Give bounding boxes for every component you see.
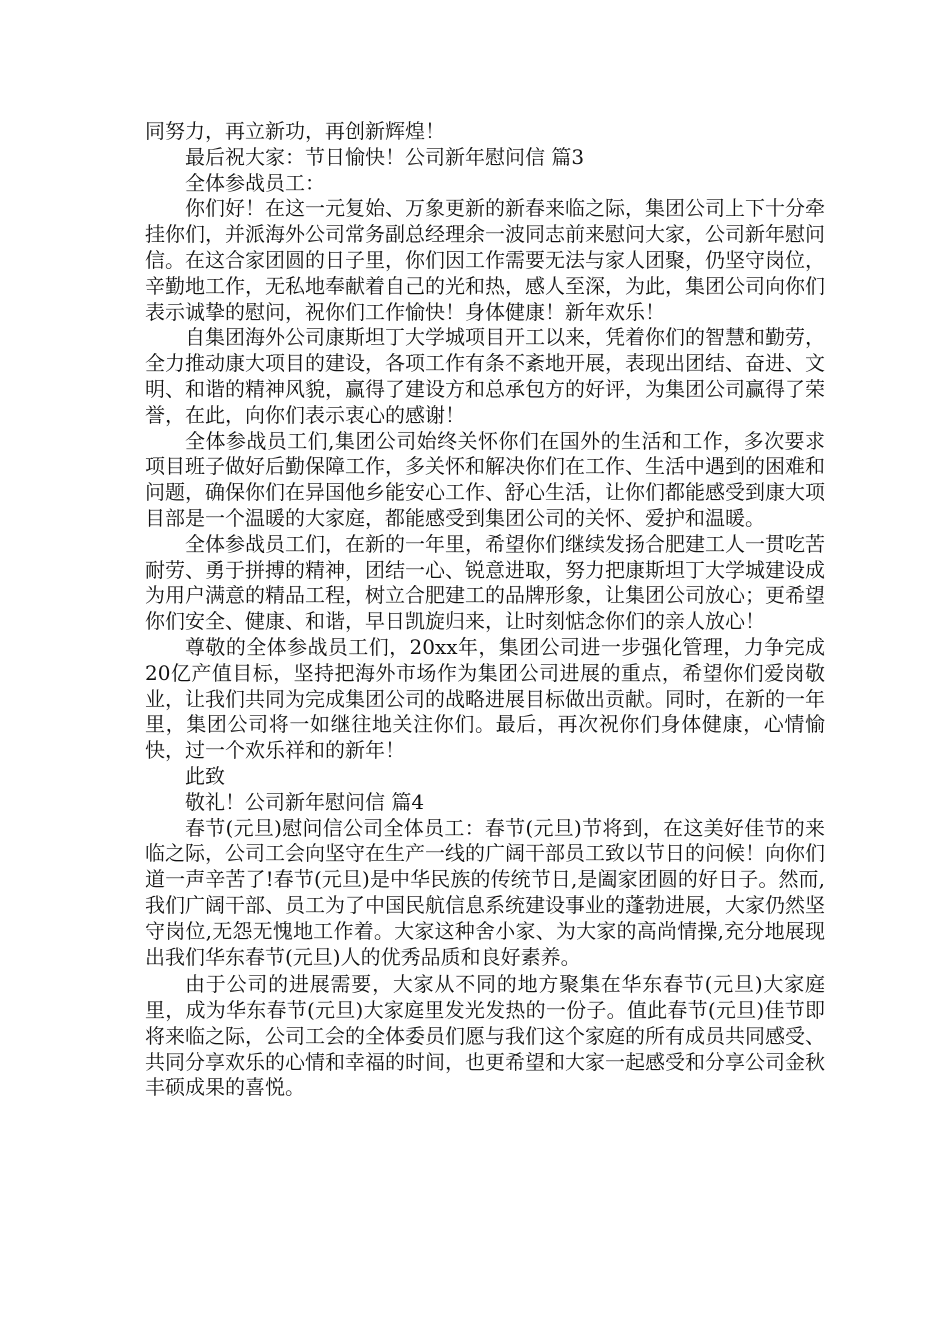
paragraph-care: 全体参战员工们,集团公司始终关怀你们在国外的生活和工作，多次要求项目班子做好后勤保障工作，多关怀和解决你们在工作、生活中遇到的困难和问题，确保你们在异国他乡能安心工作、舒心生活，让你们都能感受到康大项目部是一个温暖的大家庭，都能感受到集团公司的关怀、爱护和温暖。: [145, 428, 825, 530]
paragraph-new-year-hope: 全体参战员工们，在新的一年里，希望你们继续发扬合肥建工人一贯吃苦耐劳、勇于拼搏的精神，团结一心、锐意进取，努力把康斯坦丁大学城建设成为用户满意的精品工程，树立合肥建工的品牌形象，让集团公司放心；更希望你们安全、健康、和谐，早日凯旋归来，让时刻惦念你们的亲人放心！: [145, 531, 825, 634]
paragraph-salutation: 全体参战员工：: [185, 170, 325, 195]
paragraph-cizhi: 此致: [185, 763, 225, 788]
paragraph-closing-line: 同努力，再立新功，再创新辉煌！: [145, 119, 445, 143]
paragraph-goals: 尊敬的全体参战员工们，20xx年，集团公司进一步强化管理，力争完成20亿产值目标，坚持把海外市场作为集团公司进展的重点，希望你们爱岗敬业，让我们共同为完成集团公司的战略进展目标做出贡献。同时，在新的一年里，集团公司将一如继往地关注你们。最后，再次祝你们身体健康，心情愉快，过一个欢乐祥和的新年！: [145, 634, 825, 763]
paragraph-heading-letter-4: 敬礼！公司新年慰问信 篇4: [185, 789, 425, 814]
paragraph-greeting: 你们好！在这一元复始、万象更新的新春来临之际，集团公司上下十分牵挂你们，并派海外公司常务副总经理余一波同志前来慰问大家，公司新年慰问信。在这合家团圆的日子里，你们因工作需要无法与家人团聚，仍坚守岗位，辛勤地工作，无私地奉献着自己的光和热，感人至深，为此，集团公司向你们表示诚挚的慰问，祝你们工作愉快！身体健康！新年欢乐！: [145, 196, 825, 324]
paragraph-company-family: 由于公司的进展需要，大家从不同的地方聚集在华东春节(元旦)大家庭里，成为华东春节(元旦)大家庭里发光发热的一份子。值此春节(元旦)佳节即将来临之际，公司工会的全体委员们愿与我们这个家庭的所有成员共同感受、共同分享欢乐的心情和幸福的时间，也更希望和大家一起感受和分享公司金秋丰硕成果的喜悦。: [145, 972, 825, 1100]
paragraph-project-praise: 自集团海外公司康斯坦丁大学城项目开工以来，凭着你们的智慧和勤劳，全力推动康大项目的建设，各项工作有条不紊地开展，表现出团结、奋进、文明、和谐的精神风貌，赢得了建设方和总承包方的好评，为集团公司赢得了荣誉，在此，向你们表示衷心的感谢！: [145, 325, 825, 427]
paragraph-heading-letter-3: 最后祝大家：节日愉快！公司新年慰问信 篇3: [185, 144, 585, 169]
document-page: [145, 119, 825, 1101]
paragraph-spring-festival: 春节(元旦)慰问信公司全体员工：春节(元旦)节将到，在这美好佳节的来临之际，公司工会向坚守在生产一线的广阔干部员工致以节日的问候！向你们道一声辛苦了!春节(元旦)是中华民族的传统节日,是阖家团圆的好日子。然而,我们广阔干部、员工为了中国民航信息系统建设事业的蓬勃进展，大家仍然坚守岗位,无怨无愧地工作着。大家这种舍小家、为大家的高尚情操,充分地展现出我们华东春节(元旦)人的优秀品质和良好素养。: [145, 815, 825, 969]
